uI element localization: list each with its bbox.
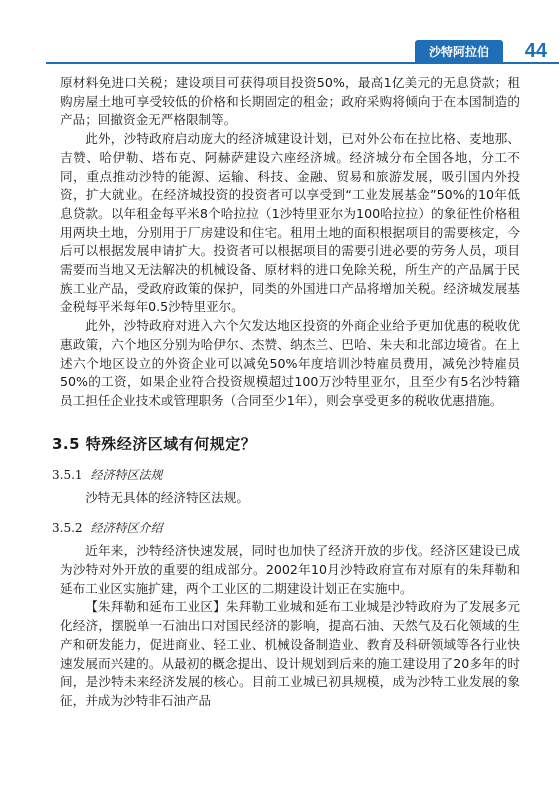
page-header bbox=[0, 0, 559, 64]
section-heading-3-5: 3.5 特殊经济区域有何规定？ bbox=[52, 434, 257, 453]
page-body bbox=[52, 74, 520, 711]
subsection-number: 3.5.2 bbox=[52, 521, 83, 536]
paragraph-underdeveloped-regions: 此外，沙特政府对进入六个欠发达地区投资的外商企业给予更加优惠的税收优惠政策，六个地区分别为哈伊尔、杰赞、纳杰兰、巴哈、朱夫和北部边境省。在上述六个地区设立的外资企业可以减免50%年度培训沙特雇员费用，减免沙特雇员50%的工资，如果企业符合投资规模超过100万沙特里亚尔，且至少有5名沙特籍员工担任企业技术或管理职务（合同至少1年），则会享受更多的税收优惠措施。 bbox=[60, 318, 520, 408]
paragraph-economic-zone-intro: 近年来，沙特经济快速发展，同时也加快了经济开放的步伐。经济区建设已成为沙特对外开放的重要的组成部分。2002年10月沙特政府宣布对原有的朱拜勒和延布工业区实施扩建，两个工业区的二期建设计划正在实施中。 bbox=[60, 543, 520, 596]
subsection-heading-3-5-1 bbox=[52, 466, 520, 483]
subsection-heading-3-5-2 bbox=[52, 519, 520, 536]
paragraph-incentives-end: 原材料免进口关税；建设项目可获得项目投资50%，最高1亿美元的无息贷款；租购房屋土地可享受较低的价格和长期固定的租金；政府采购将倾向于在本国制造的产品；回撤资金无严格限制等。 bbox=[60, 75, 520, 128]
header-rule bbox=[46, 62, 559, 64]
paragraph-economic-cities: 此外，沙特政府启动庞大的经济城建设计划，已对外公布在拉比格、麦地那、吉赞、哈伊勒、塔布克、阿赫萨建设六座经济城。经济城分布全国各地，分工不同，重点推动沙特的能源、运输、科技、金融、贸易和旅游发展，吸引国内外投资，扩大就业。在经济城投资的投资者可以享受到“工业发展基金”50%的10年低息贷款。以年租金每平米8个哈拉拉（1沙特里亚尔为100哈拉拉）的象征性价格租用两块土地，分别用于厂房建设和住宅。租用土地的面积根据项目的需要核定，今后可以根据发展申请扩大。投资者可以根据项目的需要引进必要的劳务人员，项目需要而当地又无法解决的机械设备、原材料的进口免除关税，所生产的产品属于民族工业产品，受政府政策的保护，同类的外国进口产品将增加关税。经济城发展基金税每平米每年0.5沙特里亚尔。 bbox=[60, 131, 520, 315]
chapter-tab: 沙特阿拉伯 bbox=[415, 40, 503, 62]
subsection-title: 经济特区法规 bbox=[90, 467, 163, 482]
subsection-number: 3.5.1 bbox=[52, 467, 83, 482]
page-number: 44 bbox=[524, 40, 547, 62]
subsection-title: 经济特区介绍 bbox=[90, 521, 163, 536]
paragraph-no-sez-law: 沙特无具体的经济特区法规。 bbox=[85, 489, 249, 505]
paragraph-jubail-yanbu: 【朱拜勒和延布工业区】朱拜勒工业城和延布工业城是沙特政府为了发展多元化经济，摆脱单一石油出口对国民经济的影响，提高石油、天然气及石化领域的生产和研发能力，促进商业、轻工业、机械设备制造业、教育及科研领域等各行业快速发展而兴建的。从最初的概念提出、设计规划到后来的施工建设用了20多年的时间，是沙特未来经济发展的核心。目前工业城已初具规模，成为沙特工业发展的象征，并成为沙特非石油产品 bbox=[60, 599, 520, 708]
